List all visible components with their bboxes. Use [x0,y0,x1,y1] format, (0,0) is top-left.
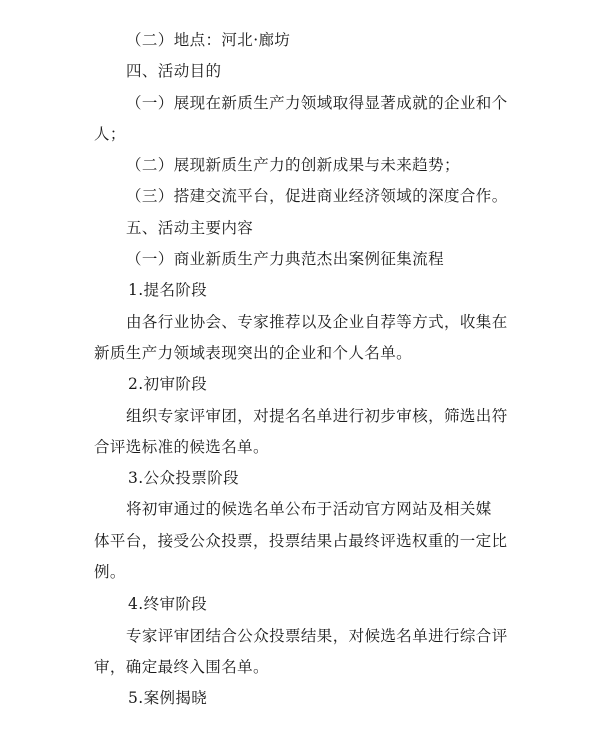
stage-heading-preliminary: 2.初审阶段 [128,375,208,394]
purpose-item-3: （三）搭建交流平台，促进商业经济领域的深度合作。 [126,187,508,206]
purpose-item-1-cont: 人； [94,124,126,143]
subsection-heading-process: （一）商业新质生产力典范杰出案例征集流程 [126,250,445,269]
location-line: （二）地点：河北·廊坊 [126,31,291,49]
paragraph-line: 审，确定最终入围名单。 [94,657,269,676]
purpose-item-1: （一）展现在新质生产力领域取得显著成就的企业和个 [126,93,508,112]
paragraph-line: 例。 [94,563,126,582]
paragraph-line: 由各行业协会、专家推荐以及企业自荐等方式，收集在 [126,312,508,331]
paragraph-line: 将初审通过的候选名单公布于活动官方网站及相关媒 [126,500,492,519]
section-heading-content: 五、活动主要内容 [126,218,254,237]
stage-heading-final: 4.终审阶段 [128,595,208,614]
purpose-item-2: （二）展现新质生产力的创新成果与未来趋势； [126,156,460,175]
stage-heading-public-vote: 3.公众投票阶段 [128,469,239,488]
section-heading-purpose: 四、活动目的 [126,62,222,81]
paragraph-line: 体平台，接受公众投票，投票结果占最终评选权重的一定比 [94,531,508,550]
paragraph-line: 合评选标准的候选名单。 [94,437,269,456]
stage-heading-nomination: 1.提名阶段 [128,281,208,300]
paragraph-line: 组织专家评审团，对提名名单进行初步审核，筛选出符 [126,406,508,425]
stage-heading-reveal: 5.案例揭晓 [128,689,208,708]
paragraph-line: 专家评审团结合公众投票结果，对候选名单进行综合评 [126,626,508,645]
paragraph-line: 新质生产力领域表现突出的企业和个人名单。 [94,343,413,362]
